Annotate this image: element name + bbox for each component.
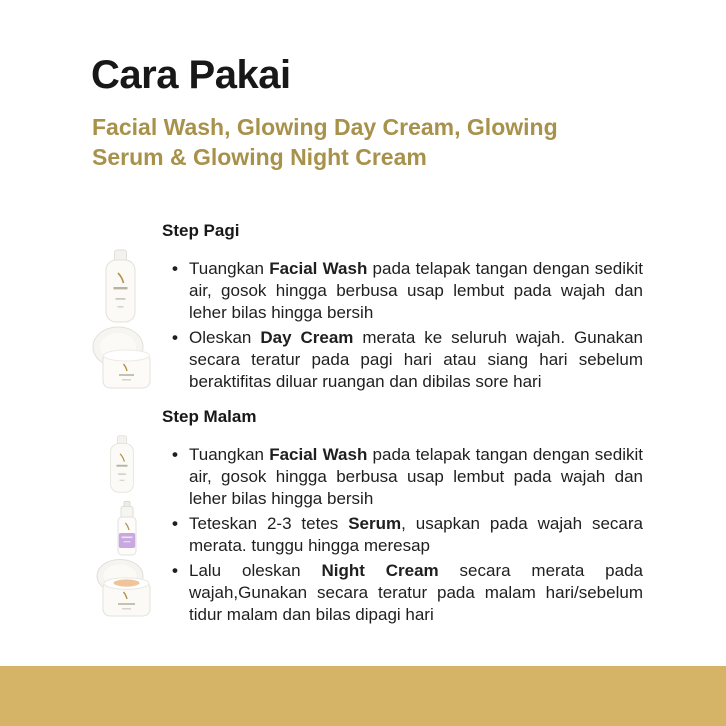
bullet-bold-term: Night Cream xyxy=(321,561,439,580)
bullet-bold-term: Facial Wash xyxy=(269,445,368,464)
bullet-text: Teteskan 2-3 tetes xyxy=(189,514,349,533)
section-heading-pagi: Step Pagi xyxy=(162,221,240,240)
bullet-text: , usapkan pada wajah secara merata. tunggu hingga meresap xyxy=(189,514,643,555)
bullet-text: Tuangkan xyxy=(189,445,270,464)
night-cream-jar-icon xyxy=(94,558,159,618)
bullet-list-malam xyxy=(170,444,643,629)
facial-wash-bottle-icon xyxy=(102,249,139,323)
bullet-text: pada telapak tangan dengan sedikit air, gosok hingga berbusa usap lembut pada wajah dan leher bilas hingga bersih xyxy=(189,259,643,322)
bullet-list-pagi xyxy=(170,258,643,396)
bullet-item xyxy=(170,444,643,510)
subtitle-line-2: Serum & Glowing Night Cream xyxy=(92,144,427,170)
page-title: Cara Pakai xyxy=(91,53,291,97)
bullet-bold-term: Day Cream xyxy=(260,328,354,347)
bullet-text: Tuangkan xyxy=(189,259,270,278)
bullet-text: secara merata pada wajah,Gunakan secara teratur pada malam hari/sebelum tidur malam dan bilas dipagi hari xyxy=(189,561,644,624)
bullet-item xyxy=(170,327,643,393)
facial-wash-bottle-icon xyxy=(105,435,139,493)
day-cream-jar-icon xyxy=(92,326,158,390)
serum-bottle-icon xyxy=(111,501,143,556)
bullet-bold-term: Facial Wash xyxy=(269,259,368,278)
bullet-text: Lalu oleskan xyxy=(189,561,322,580)
subtitle-line-1: Facial Wash, Glowing Day Cream, Glowing xyxy=(92,114,558,140)
bullet-item xyxy=(170,513,643,557)
page-subtitle xyxy=(92,112,692,172)
footer-gold-bar xyxy=(0,666,726,726)
bullet-item xyxy=(170,258,643,324)
bullet-text: Oleskan xyxy=(189,328,261,347)
section-heading-malam: Step Malam xyxy=(162,407,257,426)
bullet-text: merata ke seluruh wajah. Gunakan secara teratur pada pagi hari atau siang hari sebelum beraktifitas diluar ruangan dan dibilas sore hari xyxy=(189,328,644,391)
bullet-bold-term: Serum xyxy=(348,514,402,533)
bullet-item xyxy=(170,560,643,626)
bullet-text: pada telapak tangan dengan sedikit air, gosok hingga berbusa usap lembut pada wajah dan leher bilas hingga bersih xyxy=(189,445,643,508)
